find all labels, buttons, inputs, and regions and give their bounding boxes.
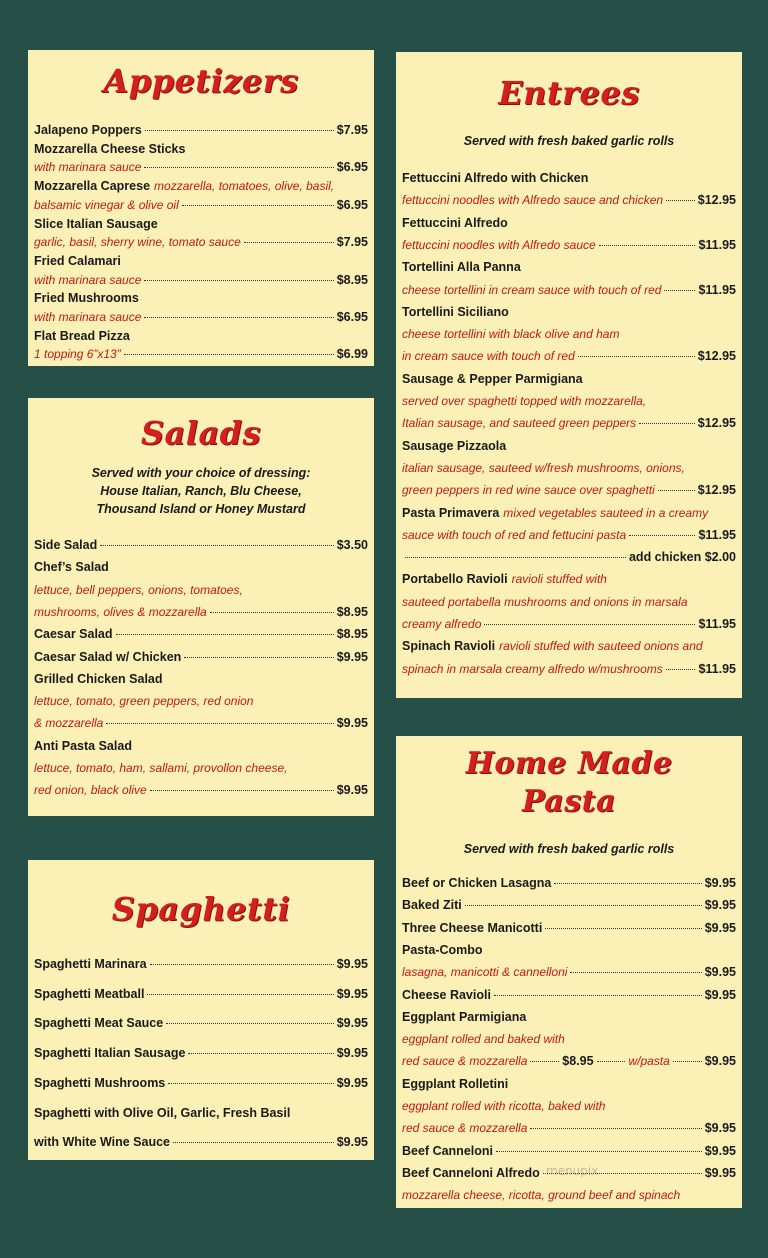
item-name: Beef Canneloni: [402, 1143, 493, 1158]
menu-line: [402, 460, 736, 476]
item-price: $9.95: [336, 957, 368, 971]
dot-leader: [168, 1083, 333, 1084]
item-price: $9.95: [336, 1075, 368, 1090]
menu-line: [34, 309, 368, 325]
item-price: $9.95: [704, 987, 736, 1002]
item-description: balsamic vinegar & olive oil: [34, 197, 179, 212]
dot-leader: [184, 657, 333, 658]
menu-line: [402, 1098, 736, 1114]
item-price: $11.95: [698, 527, 736, 542]
item-description: 1 topping 6”x13”: [34, 347, 121, 362]
dot-leader: [597, 1061, 626, 1062]
dot-leader: [150, 964, 334, 965]
menu-line: [34, 346, 368, 362]
dot-leader: [210, 612, 334, 613]
item-description: lasagna, manicotti & cannelloni: [402, 965, 568, 980]
menu-line: [34, 1105, 368, 1121]
item-price: $9.95: [704, 1054, 736, 1069]
item-name: Beef or Chicken Lasagna: [402, 876, 552, 890]
menu-line: [402, 1031, 736, 1047]
item-price: $8.95: [336, 604, 368, 619]
item-name: Anti Pasta Salad: [34, 738, 132, 753]
item-description: red sauce & mozzarella: [402, 1121, 528, 1136]
menu-line: [402, 415, 736, 431]
dot-leader: [173, 1142, 334, 1143]
item-price: $12.95: [697, 349, 736, 364]
item-price: $12.95: [697, 483, 736, 498]
item-price: $9.95: [336, 1135, 368, 1150]
item-description: & mozzarella: [34, 716, 104, 731]
menu-line: [402, 920, 736, 936]
menu-line: [402, 348, 736, 364]
dot-leader: [106, 723, 333, 724]
item-name: Jalapeno Poppers: [34, 123, 142, 137]
menu-line: [402, 393, 736, 409]
menu-line: [402, 237, 736, 253]
dot-leader: [405, 557, 626, 558]
item-price: add chicken $2.00: [628, 550, 736, 565]
dot-leader: [182, 205, 334, 206]
item-description: with marinara sauce: [34, 310, 142, 324]
menu-line: [34, 197, 368, 213]
dot-leader: [124, 354, 334, 355]
dot-leader: [578, 356, 695, 357]
item-description: fettuccini noodles with Alfredo sauce and chicken: [402, 193, 664, 208]
menu-line: [402, 192, 736, 208]
item-description: red sauce & mozzarella: [402, 1054, 528, 1069]
item-description: eggplant rolled and baked with: [402, 1032, 565, 1047]
dot-leader: [244, 242, 334, 243]
menu-line: [402, 875, 736, 891]
item-price: $9.95: [336, 716, 368, 731]
item-description: with marinara sauce: [34, 160, 142, 175]
item-name: Fried Calamari: [34, 253, 121, 268]
dot-leader: [664, 290, 695, 291]
menu-line: [34, 782, 368, 798]
item-price: $9.95: [336, 783, 368, 798]
menu-line: [34, 582, 368, 598]
menu-line: [402, 304, 736, 320]
dot-leader: [554, 883, 701, 884]
menu-line: [402, 326, 736, 342]
menu-line: [402, 549, 736, 565]
item-description: mozzarella cheese, ricotta, ground beef and spinach: [402, 1188, 681, 1203]
item-price: $7.95: [336, 235, 368, 250]
item-name: Beef Canneloni Alfredo: [402, 1165, 540, 1180]
item-price: $9.95: [336, 649, 368, 664]
item-price: $3.50: [336, 538, 368, 552]
item-price: $12.95: [697, 193, 736, 208]
menu-line: [402, 282, 736, 298]
dot-leader: [144, 317, 333, 318]
item-description: ravioli stuffed with: [511, 572, 607, 587]
dot-leader: [188, 1053, 333, 1054]
menu-line: [34, 738, 368, 754]
item-name: Cheese Ravioli: [402, 987, 491, 1002]
menu-line: [402, 505, 736, 521]
item-price: $8.95: [562, 1054, 594, 1069]
item-name: Spaghetti with Olive Oil, Garlic, Fresh Basil: [34, 1105, 291, 1120]
menu-line: [402, 616, 736, 632]
menu-line: [402, 1009, 736, 1025]
dot-leader: [150, 790, 334, 791]
dot-leader: [145, 130, 334, 131]
item-name: Spaghetti Mushrooms: [34, 1075, 166, 1090]
menu-line: [34, 693, 368, 709]
item-name: Baked Ziti: [402, 898, 462, 913]
appetizers-title: Appetizers: [103, 62, 299, 100]
item-description: red onion, black olive: [34, 783, 147, 798]
item-price: $11.95: [698, 617, 736, 631]
watermark: menupix: [546, 1164, 599, 1178]
item-description: sauce with touch of red and fettucini pasta: [402, 527, 627, 542]
dot-leader: [666, 669, 696, 670]
entrees-subtitle: Served with fresh baked garlic rolls: [463, 134, 675, 148]
item-name: Spaghetti Meat Sauce: [34, 1016, 164, 1031]
item-price: $11.95: [698, 661, 736, 676]
menu-line: [34, 604, 368, 620]
item-price: $6.99: [336, 347, 368, 362]
menu-line: [34, 178, 368, 194]
item-description: Italian sausage, and sauteed green peppers: [402, 416, 637, 431]
menu-line: [34, 216, 368, 232]
item-name: Caesar Salad w/ Chicken: [34, 649, 182, 664]
item-description: sauteed portabella mushrooms and onions in marsala: [402, 594, 688, 609]
dot-leader: [100, 545, 333, 546]
item-name: Fettuccini Alfredo: [402, 215, 508, 230]
salads-panel: [28, 398, 374, 816]
entrees-title: Entrees: [498, 74, 640, 112]
item-name: Mozzarella Caprese: [34, 179, 151, 194]
menu-line: [34, 760, 368, 776]
menu-line: [402, 371, 736, 387]
dot-leader: [545, 928, 701, 929]
menu-line: [402, 527, 736, 543]
item-name: with White Wine Sauce: [34, 1135, 171, 1150]
item-description: lettuce, tomato, green peppers, red onion: [34, 694, 254, 709]
item-price: $9.95: [704, 898, 736, 913]
dot-leader: [639, 423, 695, 424]
item-description: eggplant rolled with ricotta, baked with: [402, 1099, 606, 1113]
menu-line: [402, 170, 736, 186]
menu-line: [402, 942, 736, 958]
item-description: cheese tortellini in cream sauce with touch of red: [402, 282, 662, 297]
item-price: $8.95: [336, 627, 368, 642]
dot-leader: [530, 1061, 559, 1062]
item-description: garlic, basil, sherry wine, tomato sauce: [34, 235, 241, 250]
menu-line: [402, 897, 736, 913]
menu-line: [34, 272, 368, 288]
item-name: Eggplant Rolletini: [402, 1076, 509, 1091]
dot-leader: [144, 280, 333, 281]
dot-leader: [599, 245, 696, 246]
menu-line: [34, 1045, 368, 1061]
menu-line: [402, 1053, 736, 1069]
item-price: $6.95: [336, 160, 368, 175]
menu-line: [402, 1076, 736, 1092]
item-price: $9.95: [704, 1121, 736, 1136]
item-description: creamy alfredo: [402, 617, 482, 631]
item-price: $9.95: [704, 965, 736, 980]
salads-title: Salads: [140, 414, 262, 452]
item-description: mixed vegetables sauteed in a creamy: [503, 505, 709, 520]
pasta-title-line1: Home Made: [465, 746, 673, 781]
menu-line: [34, 122, 368, 138]
dot-leader: [658, 490, 695, 491]
item-description: lettuce, bell peppers, onions, tomatoes,: [34, 582, 243, 597]
item-description: with marinara sauce: [34, 272, 142, 287]
item-name: Grilled Chicken Salad: [34, 671, 163, 686]
menu-line: [34, 1134, 368, 1150]
menu-line: [34, 234, 368, 250]
menu-line: [34, 956, 368, 972]
menu-line: [402, 1187, 736, 1203]
menu-line: [34, 290, 368, 306]
item-name: Fried Mushrooms: [34, 291, 139, 306]
item-name: Spaghetti Marinara: [34, 957, 147, 971]
item-price: $11.95: [698, 282, 736, 297]
item-name: Spinach Ravioli: [402, 639, 496, 654]
item-description: fettuccini noodles with Alfredo sauce: [402, 237, 596, 252]
dot-leader: [629, 535, 695, 536]
item-name: Mozzarella Cheese Sticks: [34, 141, 186, 156]
menu-line: [34, 328, 368, 344]
dot-leader: [166, 1023, 334, 1024]
item-description: mushrooms, olives & mozzarella: [34, 604, 207, 619]
menu-line: [402, 259, 736, 275]
menu-line: [402, 1143, 736, 1159]
item-name: Sausage & Pepper Parmigiana: [402, 371, 583, 386]
item-price: $9.95: [336, 1016, 368, 1031]
item-name: Caesar Salad: [34, 627, 113, 642]
item-price: $9.95: [336, 1046, 368, 1061]
item-description: spinach in marsala creamy alfredo w/mushrooms: [402, 661, 663, 676]
item-description: served over spaghetti topped with mozzarella,: [402, 394, 647, 408]
item-description: in cream sauce with touch of red: [402, 349, 575, 364]
item-price: $9.95: [704, 876, 736, 890]
menu-line: [402, 594, 736, 610]
menu-line: [402, 964, 736, 980]
pasta-title-line2: Pasta: [522, 784, 616, 819]
dot-leader: [484, 624, 695, 625]
item-name: Flat Bread Pizza: [34, 328, 130, 343]
item-price: $9.95: [704, 1143, 736, 1158]
item-name: Sausage Pizzaola: [402, 438, 507, 453]
item-name: Three Cheese Manicotti: [402, 920, 543, 935]
menu-line: [402, 1120, 736, 1136]
item-description: mozzarella, tomatoes, olive, basil,: [154, 179, 335, 194]
menu-line: [402, 661, 736, 677]
item-description: ravioli stuffed with sauteed onions and: [499, 639, 703, 654]
item-description: cheese tortellini with black olive and ham: [402, 327, 620, 342]
item-name: Tortellini Alla Panna: [402, 260, 521, 275]
pasta-panel: [396, 736, 742, 1208]
menu-line: [402, 215, 736, 231]
item-description: lettuce, tomato, ham, sallami, provollon cheese,: [34, 761, 288, 775]
dot-leader: [494, 995, 702, 996]
item-price: $9.95: [336, 986, 368, 1001]
dot-leader: [666, 200, 695, 201]
item-price: $6.95: [336, 310, 368, 324]
dot-leader: [496, 1151, 702, 1152]
menu-line: [402, 638, 736, 654]
menu-line: [34, 159, 368, 175]
item-price: $8.95: [336, 272, 368, 287]
pasta-subtitle: Served with fresh baked garlic rolls: [463, 842, 675, 856]
dot-leader: [570, 972, 701, 973]
spaghetti-panel: [28, 860, 374, 1160]
item-price: $6.95: [336, 197, 368, 212]
dot-leader: [116, 634, 334, 635]
item-name: Pasta Primavera: [402, 505, 500, 520]
item-description: italian sausage, sauteed w/fresh mushrooms, onions,: [402, 460, 685, 475]
menu-line: [34, 537, 368, 553]
menu-line: [34, 1075, 368, 1091]
menu-line: [402, 987, 736, 1003]
salads-subtitle: Served with your choice of dressing: House Italian, Ranch, Blu Cheese, Thousand Island or Honey Mustard: [91, 466, 311, 516]
item-name: Side Salad: [34, 538, 98, 552]
menu-line: [34, 986, 368, 1002]
item-price: $9.95: [704, 1165, 736, 1180]
item-name: Fettuccini Alfredo with Chicken: [402, 171, 589, 185]
item-extra: w/pasta: [628, 1054, 670, 1069]
dot-leader: [147, 994, 333, 995]
item-name: Spaghetti Italian Sausage: [34, 1046, 186, 1061]
item-name: Chef’s Salad: [34, 560, 109, 575]
item-name: Slice Italian Sausage: [34, 216, 158, 231]
menu-line: [34, 253, 368, 269]
menu-line: [34, 715, 368, 731]
menu-line: [34, 649, 368, 665]
item-name: Spaghetti Meatball: [34, 986, 145, 1001]
item-name: Eggplant Parmigiana: [402, 1009, 527, 1024]
menu-line: [34, 559, 368, 575]
menu-line: [402, 482, 736, 498]
menu-line: [34, 626, 368, 642]
appetizers-panel: [28, 50, 374, 366]
entrees-panel: [396, 52, 742, 698]
item-name: Portabello Ravioli: [402, 572, 508, 587]
item-price: $9.95: [704, 920, 736, 935]
item-description: green peppers in red wine sauce over spaghetti: [402, 483, 655, 498]
dot-leader: [673, 1061, 702, 1062]
dot-leader: [530, 1128, 701, 1129]
item-price: $7.95: [336, 123, 368, 137]
menu-line: [402, 438, 736, 454]
menu-line: [402, 571, 736, 587]
menu-line: [34, 1015, 368, 1031]
item-name: Pasta-Combo: [402, 942, 483, 957]
item-name: Tortellini Siciliano: [402, 304, 509, 319]
spaghetti-title: Spaghetti: [111, 890, 291, 928]
menu-line: [34, 141, 368, 157]
item-price: $12.95: [697, 416, 736, 431]
menu-line: [34, 671, 368, 687]
item-price: $11.95: [698, 237, 736, 252]
dot-leader: [465, 905, 702, 906]
dot-leader: [144, 167, 333, 168]
